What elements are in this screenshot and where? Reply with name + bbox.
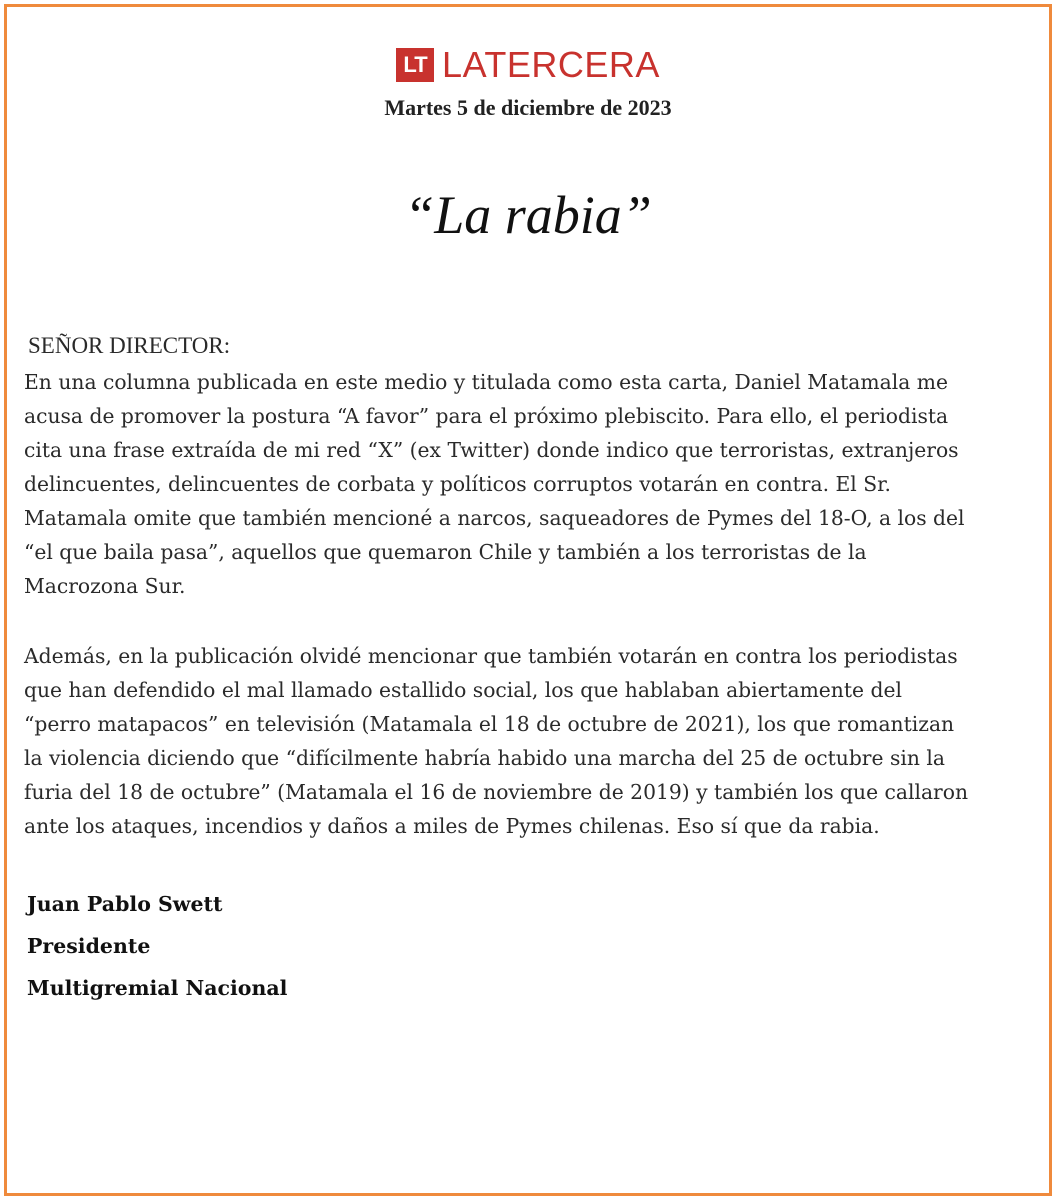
paragraph-line: Además, en la publicación olvidé mencionar que también votarán en contra los periodistas bbox=[24, 644, 958, 668]
paragraph-line: “perro matapacos” en televisión (Matamala el 18 de octubre de 2021), los que romantizan bbox=[24, 712, 955, 736]
signature-name: Juan Pablo Swett bbox=[27, 892, 223, 916]
paragraph-line: “el que baila pasa”, aquellos que quemaron Chile y también a los terroristas de la bbox=[24, 540, 867, 564]
publication-date: Martes 5 de diciembre de 2023 bbox=[384, 95, 672, 120]
paragraph-line: En una columna publicada en este medio y titulada como esta carta, Daniel Matamala me bbox=[24, 370, 948, 394]
paragraph-2 bbox=[24, 639, 1044, 843]
brand-name: LATERCERA bbox=[442, 44, 660, 85]
paragraph-line: ante los ataques, incendios y daños a miles de Pymes chilenas. Eso sí que da rabia. bbox=[24, 814, 880, 838]
letter-title: “La rabia” bbox=[404, 185, 652, 245]
signature-role: Presidente bbox=[27, 934, 151, 958]
paragraph-line: furia del 18 de octubre” (Matamala el 16 de noviembre de 2019) y también los que callaron bbox=[24, 780, 969, 804]
paragraph-line: delincuentes, delincuentes de corbata y políticos corruptos votarán en contra. El Sr. bbox=[24, 472, 892, 496]
salutation: SEÑOR DIRECTOR: bbox=[28, 333, 231, 358]
letter-body bbox=[24, 329, 1044, 1009]
paragraph-line: Macrozona Sur. bbox=[24, 574, 186, 598]
paragraph-line: la violencia diciendo que “difícilmente habría habido una marcha del 25 de octubre sin la bbox=[24, 746, 945, 770]
paragraph-line: cita una frase extraída de mi red “X” (ex Twitter) donde indico que terroristas, extranjeros bbox=[24, 438, 959, 462]
paragraph-line: Matamala omite que también mencioné a narcos, saqueadores de Pymes del 18-O, a los del bbox=[24, 506, 965, 530]
letter-frame bbox=[4, 4, 1052, 1196]
signature-organization: Multigremial Nacional bbox=[27, 976, 288, 1000]
paragraph-1 bbox=[24, 365, 1044, 603]
brand-logo-mark: LT bbox=[396, 48, 434, 82]
paragraph-line: que han defendido el mal llamado estallido social, los que hablaban abiertamente del bbox=[24, 678, 902, 702]
signature-block bbox=[27, 883, 1044, 1009]
masthead bbox=[7, 44, 1049, 85]
paragraph-line: acusa de promover la postura “A favor” para el próximo plebiscito. Para ello, el periodista bbox=[24, 404, 949, 428]
